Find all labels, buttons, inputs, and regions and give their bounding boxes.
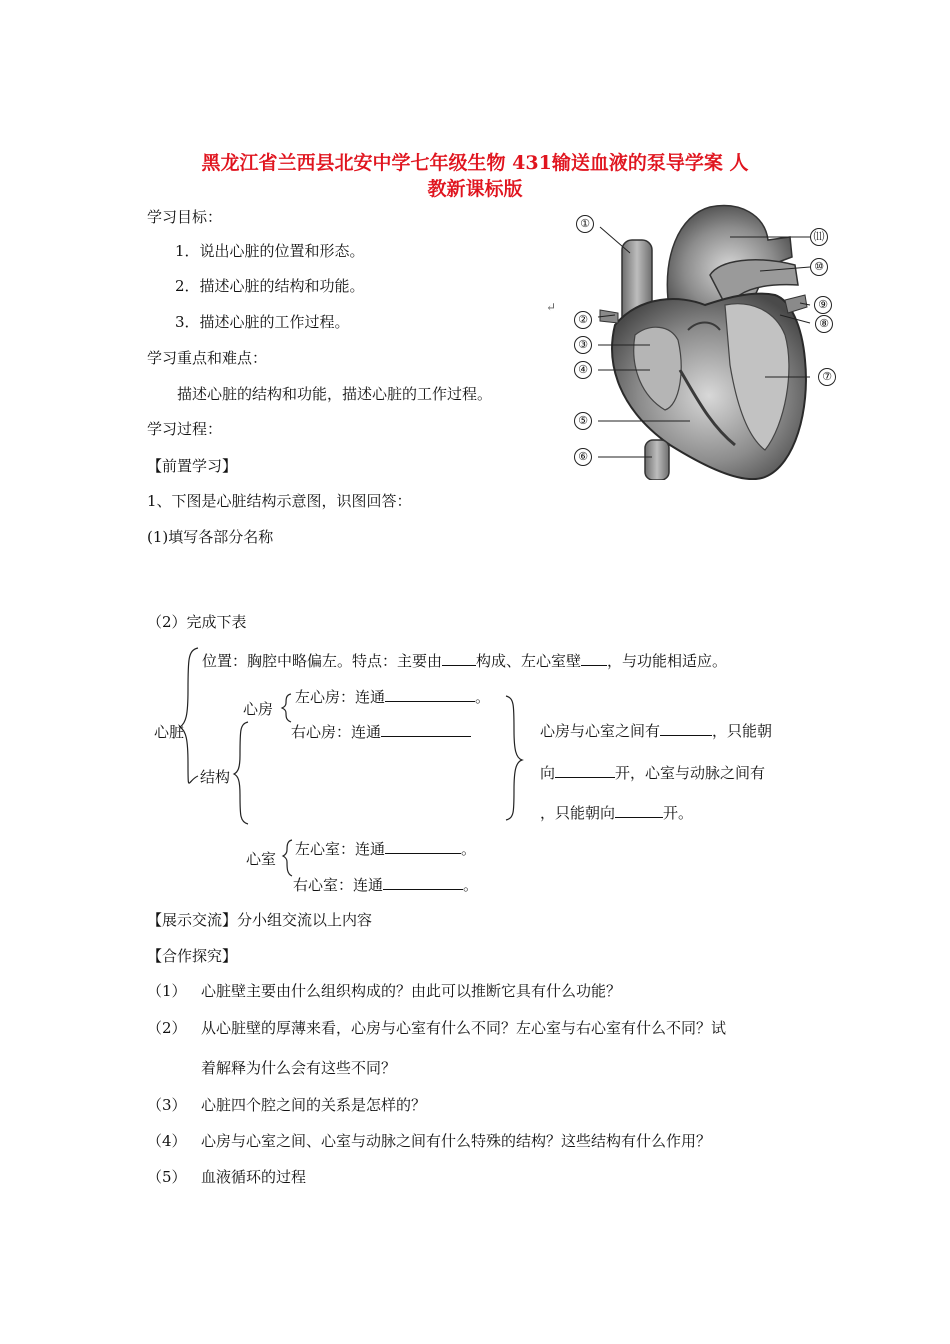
- right-atrium-row: 右心房：连通: [291, 721, 471, 742]
- valve-line-3: ，只能朝向 开。: [540, 804, 694, 822]
- question-1b: （2）完成下表: [147, 613, 247, 631]
- exchange-row: 【展示交流】分小组交流以上内容: [147, 911, 373, 929]
- blank-valve-2: [555, 763, 615, 778]
- page-title-line1: 黑龙江省兰西县北安中学七年级生物 431输送血液的泵导学案 人: [201, 152, 749, 174]
- page-title-line2: 教新课标版: [427, 178, 523, 200]
- left-ventricle-row: 左心室：连通 。: [295, 840, 477, 858]
- blank-tissue: [442, 651, 476, 666]
- right-ventricle-row: 右心室：连通 。: [293, 876, 479, 894]
- diagram-label-1: ①: [576, 215, 594, 233]
- diagram-label-8: ⑧: [815, 315, 833, 333]
- ventricle-label: 心室: [246, 850, 277, 868]
- focus-text: 描述心脏的结构和功能，描述心脏的工作过程。: [177, 385, 493, 403]
- question-1: 1、下图是心脏结构示意图，识图回答：: [147, 492, 412, 510]
- focus-heading: 学习重点和难点：: [147, 349, 268, 367]
- explore-text: 血液循环的过程: [201, 1168, 307, 1186]
- diagram-label-11: ⑾: [810, 228, 828, 246]
- explore-text: 从心脏壁的厚薄来看，心房与心室有什么不同？左心室与右心室有什么不同？试: [201, 1019, 727, 1037]
- explore-num: （1）: [147, 982, 187, 1000]
- left-atrium-row: 左心房：连通 。: [295, 688, 491, 706]
- diagram-label-5: ⑤: [574, 412, 592, 430]
- structure-label: 结构: [200, 768, 231, 786]
- blank-valve-3: [615, 803, 663, 818]
- blank-right-ventricle: [383, 875, 463, 890]
- diagram-label-2: ②: [574, 311, 592, 329]
- explore-num: （2）: [147, 1019, 187, 1037]
- explore-num: （5）: [147, 1168, 187, 1186]
- diagram-label-6: ⑥: [574, 448, 592, 466]
- pre-study-heading: 【前置学习】: [147, 457, 238, 475]
- explore-num: （4）: [147, 1132, 187, 1150]
- explore-text-cont: 着解释为什么会有这些不同？: [201, 1059, 397, 1077]
- blank-right-atrium: [381, 722, 471, 737]
- explore-text: 心脏四个腔之间的关系是怎样的？: [201, 1096, 427, 1114]
- explore-num: （3）: [147, 1096, 187, 1114]
- diagram-label-3: ③: [574, 336, 592, 354]
- question-1a: (1)填写各部分名称: [147, 528, 274, 546]
- blank-left-atrium: [385, 687, 475, 702]
- objective-item: 1．说出心脏的位置和形态。: [175, 242, 365, 260]
- diagram-label-4: ④: [574, 361, 592, 379]
- stray-mark: ↵: [546, 300, 557, 314]
- atrium-label: 心房: [243, 700, 274, 718]
- position-row: 位置：胸腔中略偏左。特点：主要由 构成、左心室壁 ，与功能相适应。: [202, 652, 728, 670]
- heart-label: 心脏: [154, 723, 185, 741]
- explore-heading: 【合作探究】: [147, 947, 238, 965]
- objective-item: 2．描述心脏的结构和功能。: [175, 277, 365, 295]
- process-heading: 学习过程：: [147, 420, 223, 438]
- objectives-heading: 学习目标：: [147, 208, 223, 226]
- diagram-label-10: ⑩: [810, 258, 828, 276]
- blank-left-ventricle: [385, 839, 461, 854]
- blank-wall: [581, 651, 607, 666]
- valve-line-1: 心房与心室之间有 ，只能朝: [540, 722, 773, 740]
- valve-line-2: 向 开，心室与动脉之间有: [540, 764, 766, 782]
- diagram-label-9: ⑨: [814, 296, 832, 314]
- objective-item: 3．描述心脏的工作过程。: [175, 313, 350, 331]
- diagram-label-7: ⑦: [818, 368, 836, 386]
- explore-text: 心房与心室之间、心室与动脉之间有什么特殊的结构？这些结构有什么作用？: [201, 1132, 712, 1150]
- explore-text: 心脏壁主要由什么组织构成的？由此可以推断它具有什么功能？: [201, 982, 622, 1000]
- blank-valve-1: [660, 721, 712, 736]
